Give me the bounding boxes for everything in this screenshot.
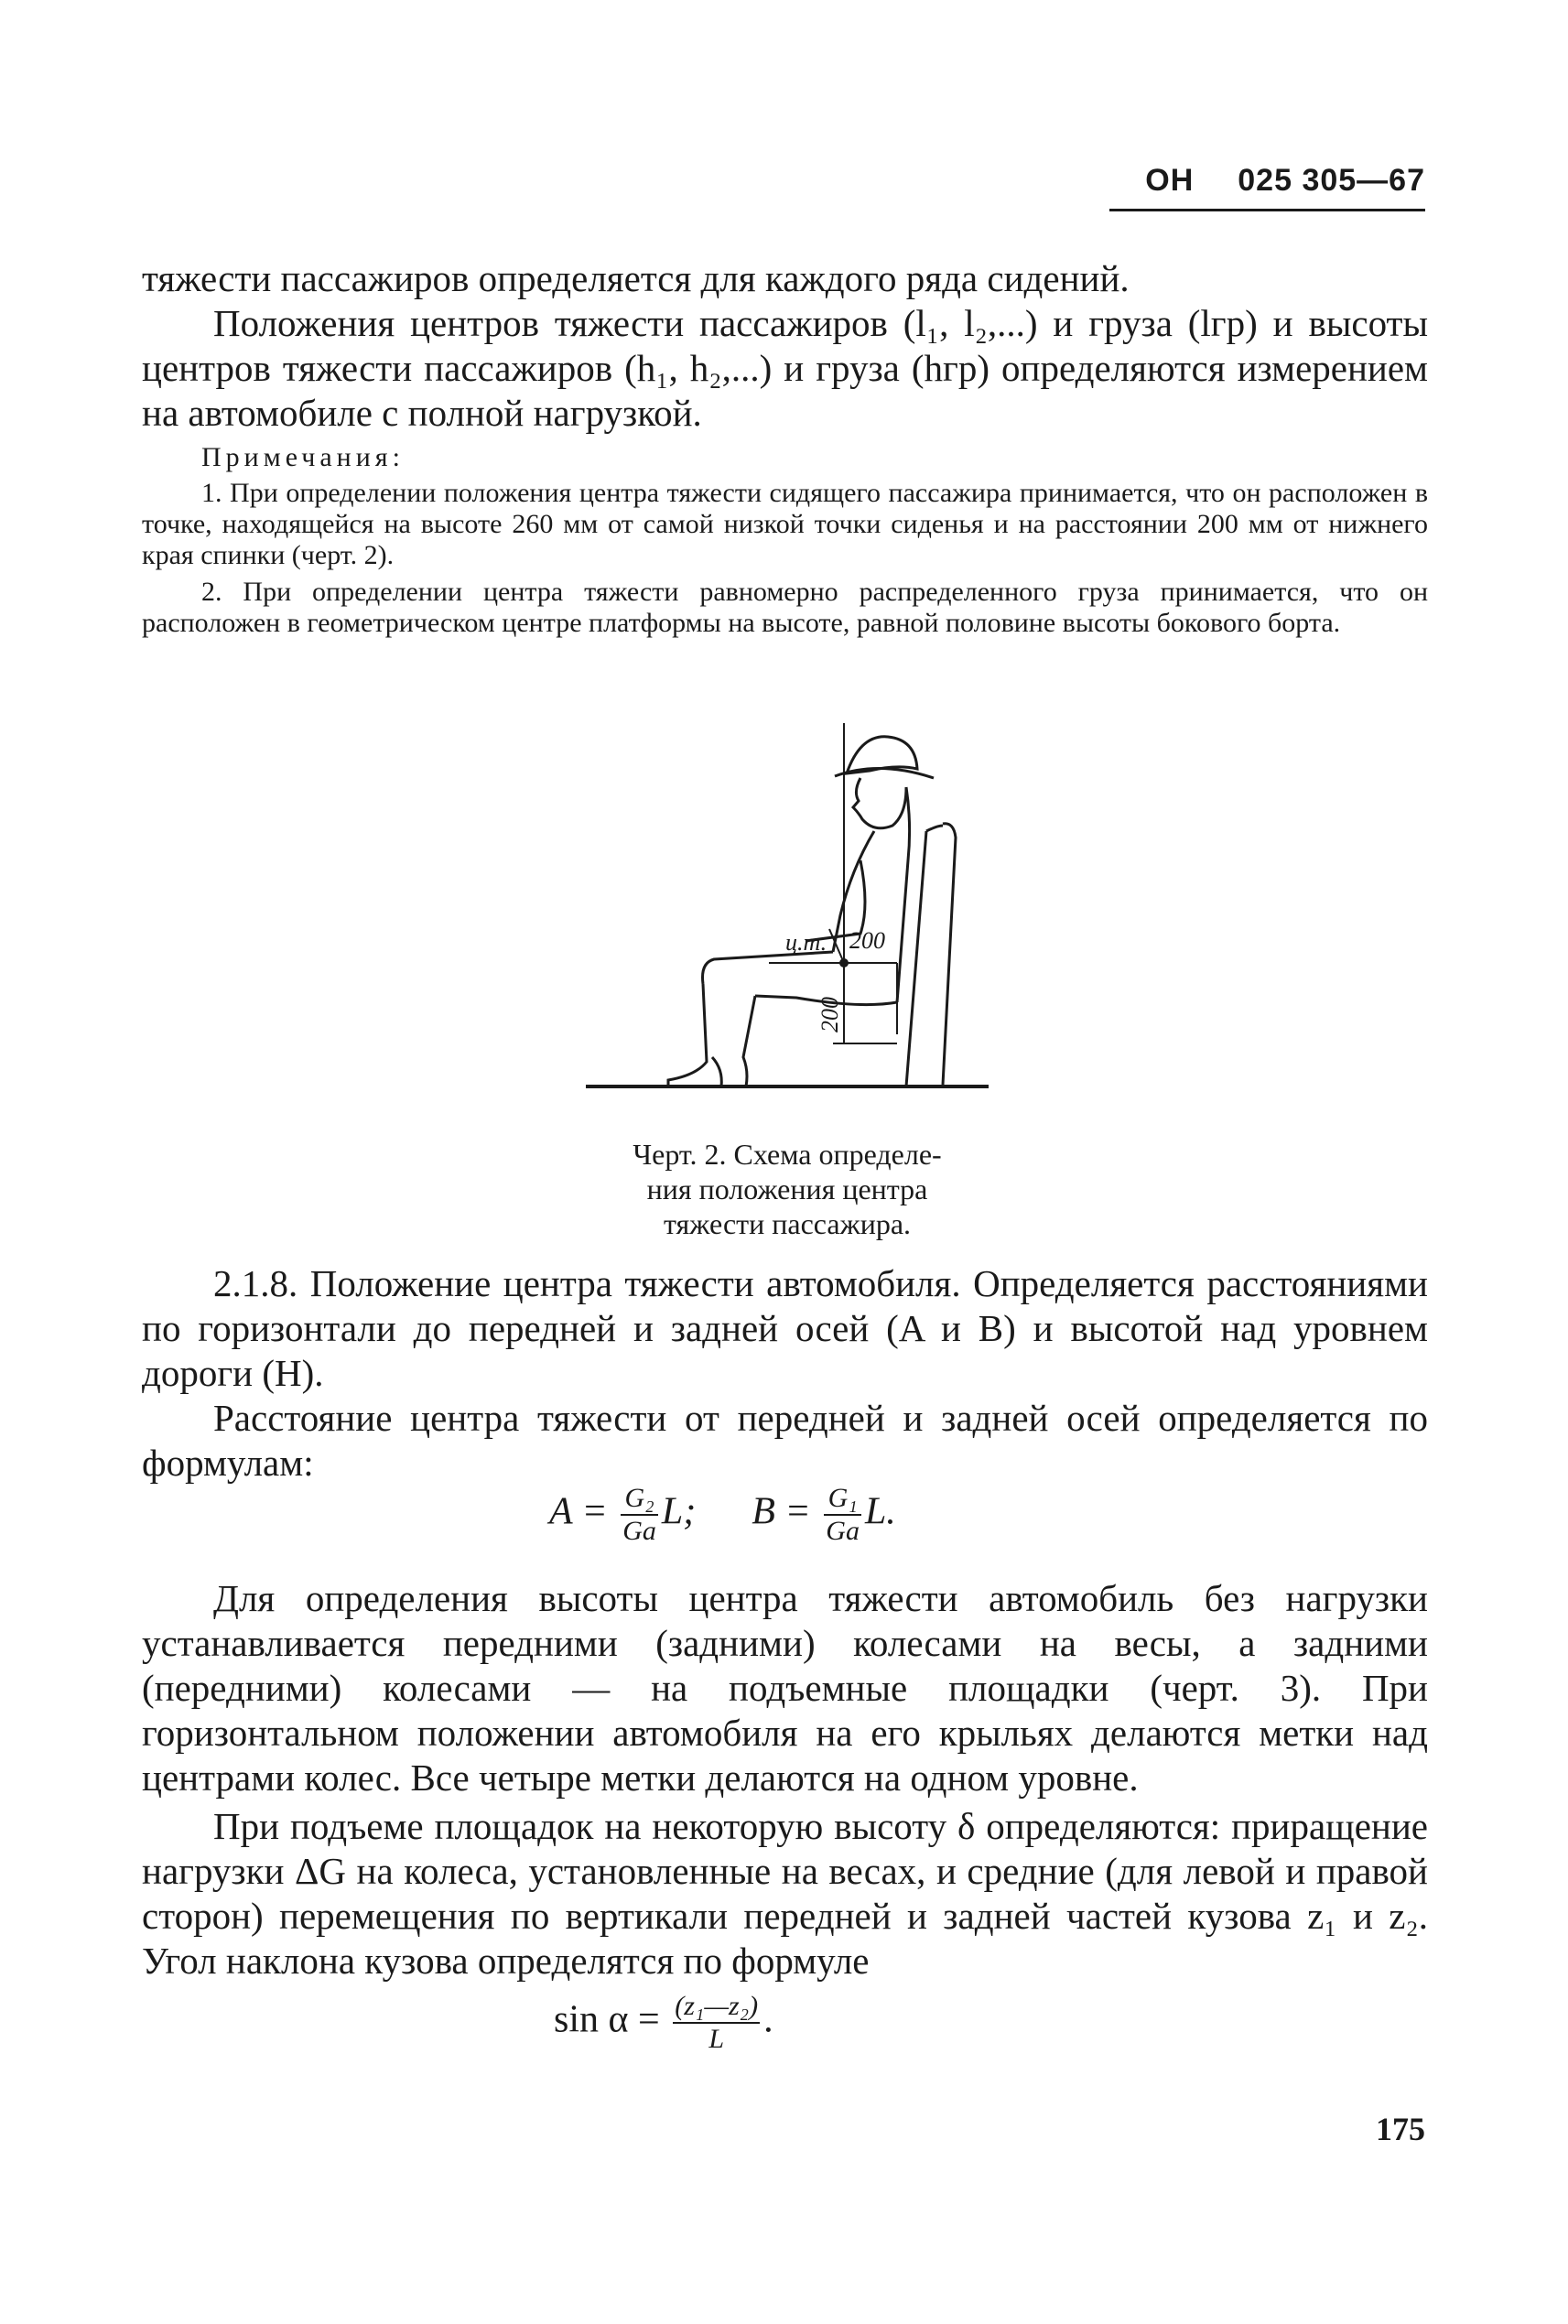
fraction-b-denominator: Gа xyxy=(826,1516,860,1546)
paragraph-formulas-intro: Расстояние центра тяжести от передней и задней осей определяется по формулам: xyxy=(142,1397,1428,1484)
caption-line-1: Черт. 2. Схема определе- xyxy=(633,1138,942,1171)
shin-front xyxy=(668,984,707,1086)
paragraph-platform-lift: При подъеме площадок на некоторую высоту δ определяются: приращение нагрузки ΔG на колеса, установленные на весах, и средние (для левой и правой сторон) перемещения по вертикали передней и задней частей кузова z₁ и z₂. Угол наклона кузова определятся по формуле xyxy=(142,1805,1428,1982)
header-standard-prefix: ОН xyxy=(1145,163,1195,198)
formula-sin-alpha xyxy=(554,1991,773,2055)
section-text-a xyxy=(142,1261,1428,1486)
note-2: 2. При определении центра тяжести равномерно распределенного груза принимается, что он расположен в геометрическом центре платформы на высоте, равной половине высоты бокового борта. xyxy=(142,577,1428,638)
dimension-200-horizontal: 200 xyxy=(849,927,885,954)
notes-title: Примечания: xyxy=(201,442,405,472)
passenger-figure xyxy=(586,723,1007,1126)
header-standard-code: 025 305—67 xyxy=(1238,163,1425,198)
fraction-b xyxy=(824,1483,861,1547)
seat-back-inner xyxy=(906,831,926,1086)
formula-b-lhs: B = xyxy=(752,1490,811,1533)
thigh-top xyxy=(703,952,834,984)
caption-line-2: ния положения центра xyxy=(646,1173,928,1205)
page-number: 175 xyxy=(1376,2111,1425,2147)
head xyxy=(853,778,906,828)
seat-back xyxy=(943,824,956,1085)
note-1: 1. При определении положения центра тяжести сидящего пассажира принимается, что он расположен в точке, находящейся на высоте 260 мм от самой низкой точки сиденья и на расстоянии 200 мм от нижнего края спинки (черт. 2). xyxy=(142,478,1428,570)
fraction-a-denominator: Gа xyxy=(622,1516,656,1546)
formula-b-rhs: L. xyxy=(864,1490,896,1533)
formula-a-rhs: L; xyxy=(661,1490,697,1533)
formula-axle-distances xyxy=(549,1483,896,1547)
notes-block xyxy=(142,441,1428,639)
passenger-diagram xyxy=(586,723,1007,1126)
caption-line-3: тяжести пассажира. xyxy=(663,1207,912,1240)
fraction-sin-numerator: (z₁—z₂) xyxy=(673,1991,760,2024)
shin-back xyxy=(743,996,755,1086)
dimension-200-vertical: 200 xyxy=(816,997,843,1032)
section-heading-paragraph: 2.1.8. Положение центра тяжести автомобиля. Определяется расстояниями по горизонтали до передней и задней осей (A и B) и высотой над уровнем дороги (H). xyxy=(142,1262,1428,1394)
paragraph-height-determination: Для определения высоты центра тяжести автомобиль без нагрузки устанавливается передними (задними) колесами на весы, а задними (передними) колесами — на подъемные площадки (черт. 3). При горизонтальном положении автомобиля на его крыльях делаются метки над центрами колес. Все четыре метки делаются на одном уровне. xyxy=(142,1577,1428,1799)
header-rule xyxy=(1109,209,1425,211)
formula-a-lhs: A = xyxy=(549,1490,608,1533)
fraction-b-numerator: G₁ xyxy=(824,1483,861,1516)
formula-sin-lhs: sin α = xyxy=(554,1998,660,2041)
document-header xyxy=(1109,163,1425,199)
section-text-b xyxy=(142,1576,1428,1984)
figure-caption xyxy=(586,1137,989,1241)
continued-line: тяжести пассажиров определяется для каждого ряда сидений. xyxy=(142,257,1130,299)
fraction-a-numerator: G₂ xyxy=(621,1483,658,1516)
paragraph-positions: Положения центров тяжести пассажиров (l₁, l₂,...) и груза (lгр) и высоты центров тяжести пассажиров (h₁, h₂,...) и груза (hгр) определяются измерением на автомобиле с полной нагрузкой. xyxy=(142,302,1428,434)
fraction-a xyxy=(621,1483,658,1547)
top-text-block xyxy=(142,256,1428,436)
fraction-sin xyxy=(673,1991,760,2055)
fraction-sin-denominator: L xyxy=(708,2024,724,2054)
formula-sin-tail: . xyxy=(763,1998,773,2041)
cg-label: ц.т. xyxy=(785,929,827,956)
